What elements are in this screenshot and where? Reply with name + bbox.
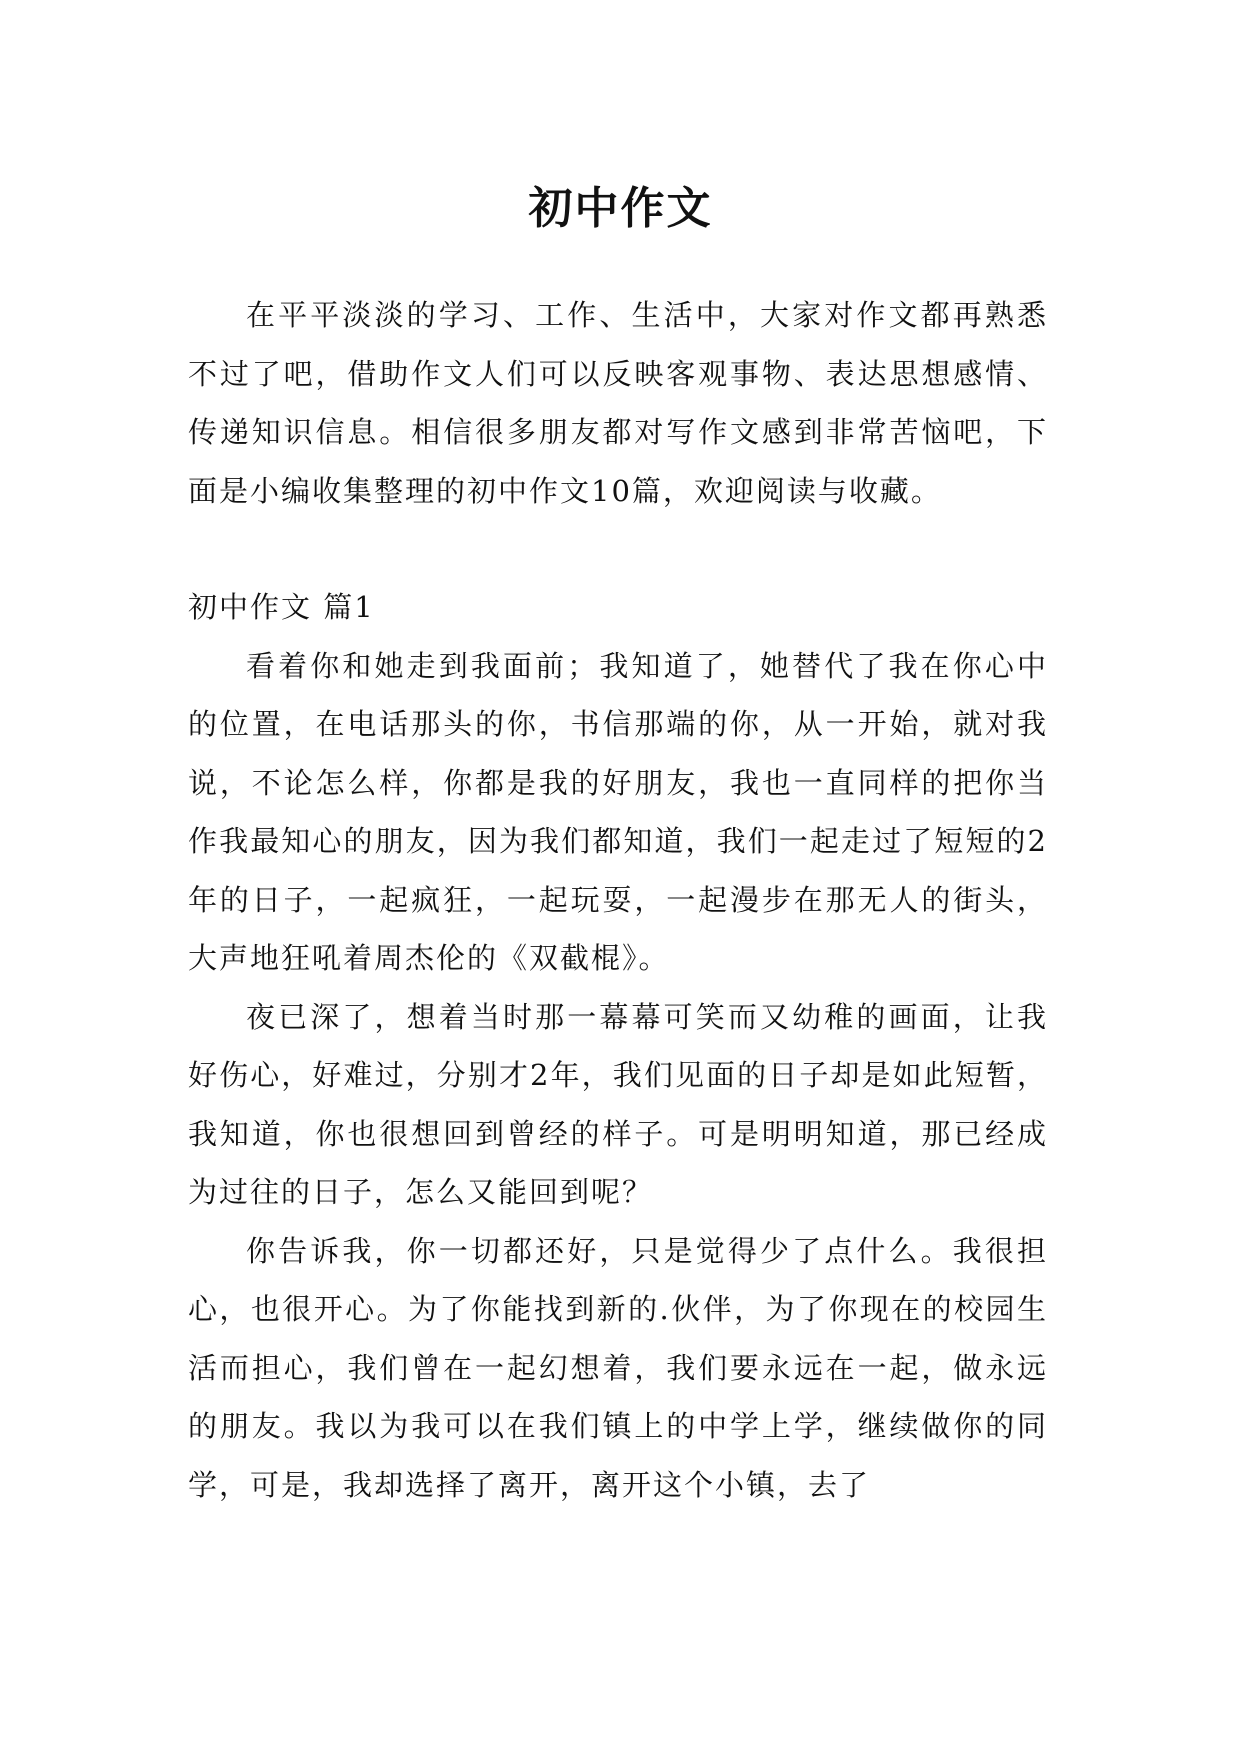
body-paragraph-1: 看着你和她走到我面前；我知道了，她替代了我在你心中的位置，在电话那头的你，书信那端的你，从一开始，就对我说，不论怎么样，你都是我的好朋友，我也一直同样的把你当作我最知心的朋友，因为我们都知道，我们一起走过了短短的2年的日子，一起疯狂，一起玩耍，一起漫步在那无人的街头，大声地狂吼着周杰伦的《双截棍》。 [188,648,1048,975]
document-title: 初中作文 [528,183,713,235]
intro-paragraph: 在平平淡淡的学习、工作、生活中，大家对作文都再熟悉不过了吧，借助作文人们可以反映客观事物、表达思想感情、传递知识信息。相信很多朋友都对写作文感到非常苦恼吧，下面是小编收集整理的初中作文10篇，欢迎阅读与收藏。 [188,298,1048,508]
body-paragraph-3: 你告诉我，你一切都还好，只是觉得少了点什么。我很担心，也很开心。为了你能找到新的.伙伴，为了你现在的校园生活而担心，我们曾在一起幻想着，我们要永远在一起，做永远的朋友。我以为我可以在我们镇上的中学上学，继续做你的同学，可是，我却选择了离开，离开这个小镇，去了 [188,1233,1048,1502]
body-paragraph-2: 夜已深了，想着当时那一幕幕可笑而又幼稚的画面，让我好伤心，好难过，分别才2年，我们见面的日子却是如此短暂，我知道，你也很想回到曾经的样子。可是明明知道，那已经成为过往的日子，怎么又能回到呢？ [188,999,1048,1209]
section-heading: 初中作文 篇1 [188,590,375,624]
document-body [188,286,1048,1514]
